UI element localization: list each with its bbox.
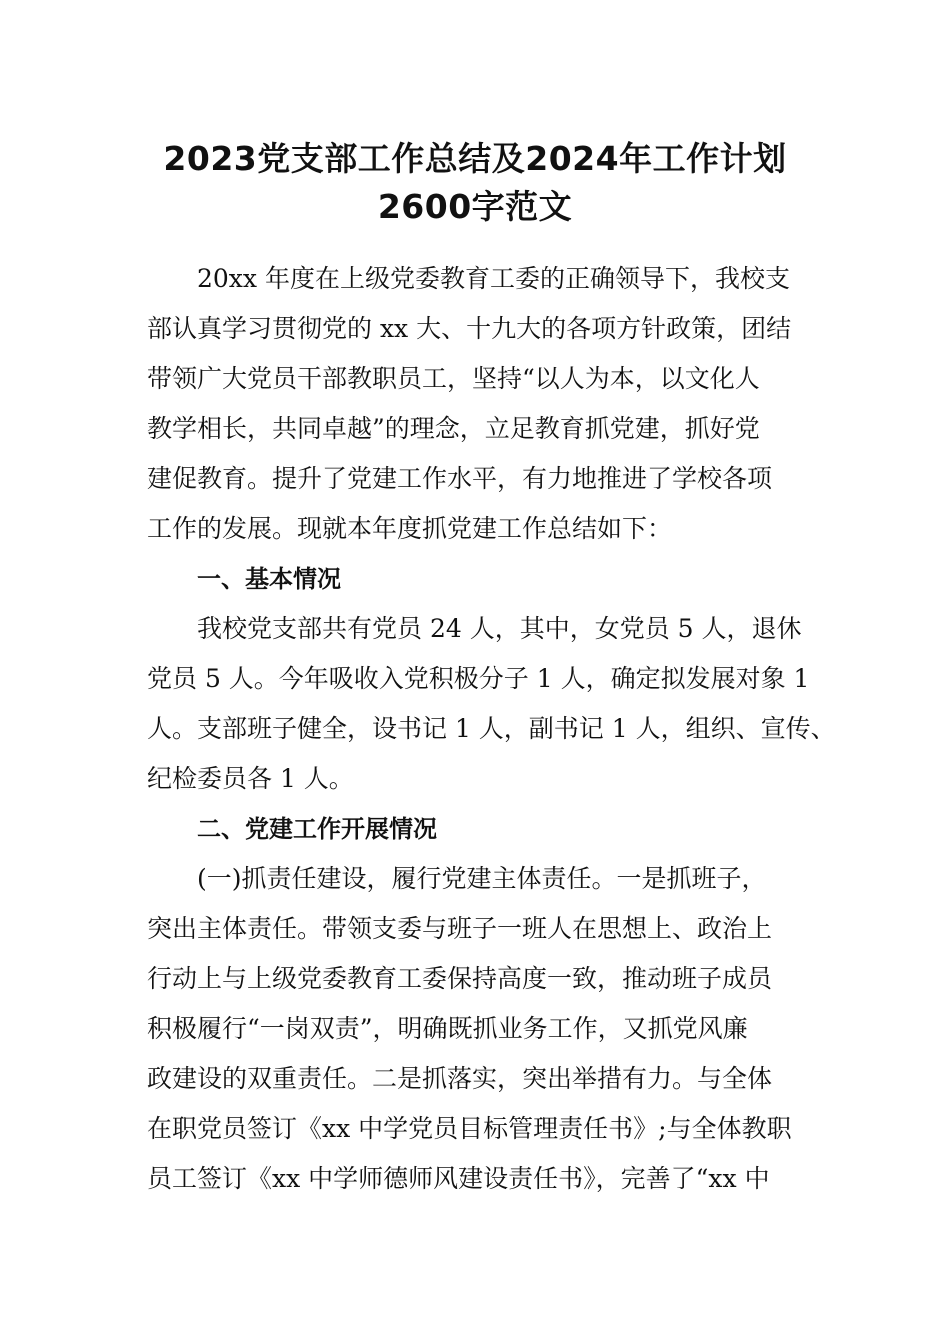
text-line: 带领广大党员干部教职员工，坚持“以人为本，以文化人 [147,364,760,393]
text-line: 行动上与上级党委教育工委保持高度一致，推动班子成员 [147,964,773,993]
intro-paragraph [147,254,827,554]
document-body [147,254,836,1204]
text-line: 建促教育。提升了党建工作水平，有力地推进了学校各项 [147,464,773,493]
text-line: 突出主体责任。带领支委与班子一班人在思想上、政治上 [147,914,773,943]
text-line: 我校党支部共有党员 24 人，其中，女党员 5 人，退休 [197,614,802,643]
text-line: (一)抓责任建设，履行党建主体责任。一是抓班子， [197,864,767,893]
text-line: 工作的发展。现就本年度抓党建工作总结如下： [147,514,673,543]
title-line-1: 2023党支部工作总结及2024年工作计划 [163,139,787,178]
section-heading-work: 二、党建工作开展情况 [197,815,437,843]
text-line: 政建设的双重责任。二是抓落实，突出举措有力。与全体 [147,1064,773,1093]
work-paragraph [147,854,827,1204]
text-line: 积极履行“一岗双责”，明确既抓业务工作，又抓党风廉 [147,1014,748,1043]
title-line-2: 2600字范文 [377,187,573,226]
section-heading-basic: 一、基本情况 [197,565,341,593]
text-line: 在职党员签订《xx 中学党员目标管理责任书》;与全体教职 [147,1114,792,1143]
text-line: 教学相长，共同卓越”的理念，立足教育抓党建，抓好党 [147,414,760,443]
text-line: 党员 5 人。今年吸收入党积极分子 1 人，确定拟发展对象 1 [147,664,810,693]
text-line: 员工签订《xx 中学师德师风建设责任书》，完善了“xx 中 [147,1164,770,1193]
basic-paragraph [147,604,836,804]
text-line: 纪检委员各 1 人。 [147,764,354,793]
text-line: 部认真学习贯彻党的 xx 大、十九大的各项方针政策，团结 [147,314,792,343]
text-line: 人。支部班子健全，设书记 1 人，副书记 1 人，组织、宣传、 [147,714,836,743]
text-line: 20xx 年度在上级党委教育工委的正确领导下，我校支 [197,264,790,293]
